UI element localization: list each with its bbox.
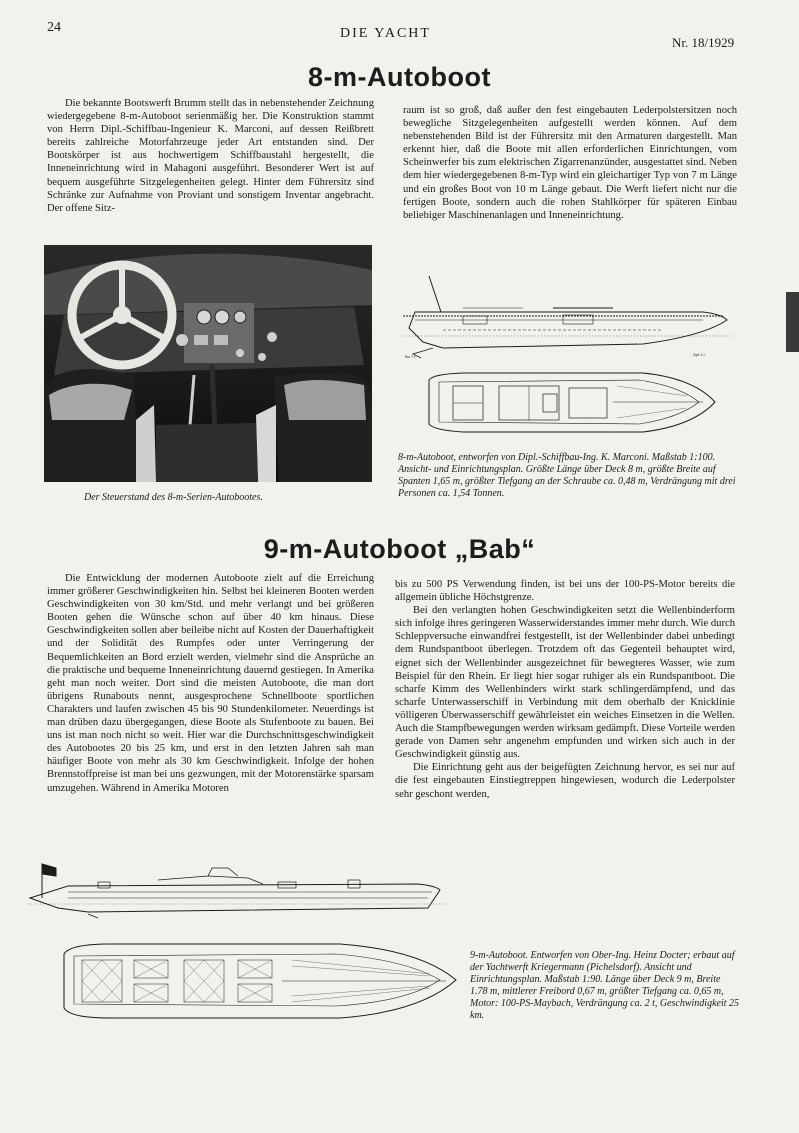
journal-title: DIE YACHT bbox=[340, 26, 431, 41]
article2-column-right bbox=[395, 578, 735, 801]
article2-paragraph: Die Entwicklung der modernen Autoboote zielt auf die Erreichung immer größerer Geschwindigkeiten hin. Selbst bei kleineren Booten werden Geschwindigkeiten von 30 km/Std. und mehr verlangt und bei größeren Booten gehen die Wünsche schon auf über 40 km hinaus. Diese Geschwindigkeiten sollen aber beileibe nicht auf Kosten der Dauerhaftigkeit und der Solidität des Rumpfes oder unter Verringerung der Bequemlichkeiten an Bord erzielt werden, vielmehr sind die Ansprüche an die praktische und bequeme Inneneinrichtung dauernd gestiegen. In Amerika geht man noch weiter. Dort sind die meisten Autoboote, die man dort übrigens Runabouts nennt, ausgesprochene Schnellboote sportlichen Charakters und laufen zwischen 45 bis 90 Stundenkilometer. Neuerdings ist man drüben dazu übergegangen, diese Boote als Stufenboote zu bauen. Bei uns ist man noch nicht so weit. Hier war die Durchschnittsgeschwindigkeit des Autobootes 20 bis 25 km, und erst in den letzten Jahren sah man häufiger Boote von mehr als 30 km Geschwindigkeit. Infolge der hohen Brennstoffpreise ist man bei uns gezwungen, mit der Motorenstärke sparsam umzugehen. Während in Amerika Motoren bbox=[47, 573, 374, 794]
8m-side-view bbox=[403, 276, 733, 359]
page-number: 24 bbox=[47, 20, 61, 35]
article1-title: 8-m-Autoboot bbox=[308, 62, 491, 92]
article2-paragraph-2: Bei den verlangten hohen Geschwindigkeiten setzt die Wellenbinderform sich infolge ihres geringeren Wasserwiderstandes immer mehr durch. Wie durch Schleppversuche einwandfrei festgestellt, ist der Wellenbinder dabei unbedingt dem Rundspantboot überlegen. Trotzdem oft das Gegenteil behauptet wird, eignet sich der Wellenbinder ausgezeichnet für bewegteres Wasser, wie zum Beispiel für den Rhein. Er liegt hier sogar ruhiger als ein Rundspantboot. Die scharfe Kimm des Wellenbinders wirkt stark schlingerdämpfend, und das scharfe Unterwasserschiff in Verbindung mit dem oberhalb der Knicklinie völligeren Überwasserschiff gewährleistet ein weiches Einsetzen in die Wellen. Auch die Stampfbewegungen werden wirksam gedämpft. Diese Vorteile werden gerade von Damen sehr angenehm empfunden und wirken sich auch in der Geschwindigkeit günstig aus. bbox=[395, 605, 735, 761]
article2-paragraph-3: Die Einrichtung geht aus der beigefügten Zeichnung hervor, es sei nur auf die fest eingebauten Einstiegtreppen hingewiesen, wodurch die Lederpolster sehr geschont werden, bbox=[395, 762, 735, 800]
article2-paragraph-1: bis zu 500 PS Verwendung finden, ist bei uns der 100-PS-Motor bereits die allgemein übliche Höchstgrenze. bbox=[395, 579, 735, 604]
9m-drawing-caption: 9-m-Autoboot. Entworfen von Ober-Ing. Heinz Docter; erbaut auf der Yachtwerft Kriegermann (Pichelsdorf). Ansicht und Einrichtungsplan. Maßstab 1:90. Länge über Deck 9 m, Breite 1.78 m, mittlerer Freibord 0,67 m, größter Tiefgang ca. 0,65 m, Motor: 100-PS-Maybach, Verdrängung ca. 2 t, Geschwindigkeit 25 km. bbox=[470, 950, 740, 1021]
article1-paragraph-cont: raum ist so groß, daß außer den fest eingebauten Lederpolstersitzen noch bewegliche Sitzgelegenheiten aufgestellt werden können. Auf dem nebenstehenden Bild ist der Führersitz mit den Armaturen dargestellt. Man erkennt hier, daß die Boote mit allen erforderlichen Einrichtungen, vom Scheinwerfer bis zum elektrischen Zigarrenanzünder, ausgestattet sind. Neben dem hier wiedergegebenen 8-m-Typ wird ein gleichartiger Typ von 7 m Länge und ein großes Boot von 10 m Länge gebaut. Die Werft liefert nicht nur die fertigen Boote, sondern auch die rohen Stahlkörper für späteren Einbau beliebiger Maschinenanlagen und Inneneinrichtung. bbox=[403, 105, 737, 221]
8m-plan-view bbox=[429, 373, 715, 432]
9m-side-view-drawing bbox=[28, 858, 448, 920]
page-edge-shadow bbox=[786, 292, 799, 352]
9m-plan-view-drawing bbox=[60, 940, 460, 1022]
8m-drawing-caption: 8-m-Autoboot, entworfen von Dipl.-Schiffbau-Ing. K. Marconi. Maßstab 1:100. Ansicht- und Einrichtungsplan. Größte Länge über Deck 8 m, größte Breite auf Spanten 1,65 m, größter Tiefgang an der Schraube ca. 0,48 m, Verdrängung mit drei Personen ca. 1,54 Tonnen. bbox=[398, 452, 736, 499]
issue-number: Nr. 18/1929 bbox=[672, 35, 735, 50]
article1-paragraph: Die bekannte Bootswerft Brumm stellt das in nebenstehender Zeichnung wiedergegebene 8-m-Autoboot serienmäßig her. Die Konstruktion stammt von Herrn Dipl.-Schiffbau-Ingenieur K. Marconi, auf dessen Reißbrett bereits zahlreiche Motorfahrzeuge jeder Art entstanden sind. Der Bootskörper ist aus hochwertigem Schiffbaustahl hergestellt, die Inneneinrichtung wird in Mahagoni ausgeführt. Besonderer Wert ist auf bequem ausgeführte Sitzgelegenheiten gelegt. Hinter dem Führersitz sind Schränke zur Aufnahme von Proviant und sonstigem Inventar angebracht. Der offene Sitz- bbox=[47, 98, 374, 214]
steering-stand-photo bbox=[44, 245, 372, 482]
article2-title: 9-m-Autoboot „Bab“ bbox=[263, 534, 536, 564]
8m-boat-drawing bbox=[403, 268, 748, 448]
svg-text:Bu 7 t: Bu 7 t bbox=[405, 354, 416, 359]
photo-caption: Der Steuerstand des 8-m-Serien-Autobootes. bbox=[84, 492, 263, 503]
article2-column-left bbox=[47, 572, 374, 795]
article1-column-left bbox=[47, 97, 374, 215]
svg-text:Spt 1 t: Spt 1 t bbox=[693, 352, 705, 357]
article1-column-right bbox=[403, 104, 737, 222]
